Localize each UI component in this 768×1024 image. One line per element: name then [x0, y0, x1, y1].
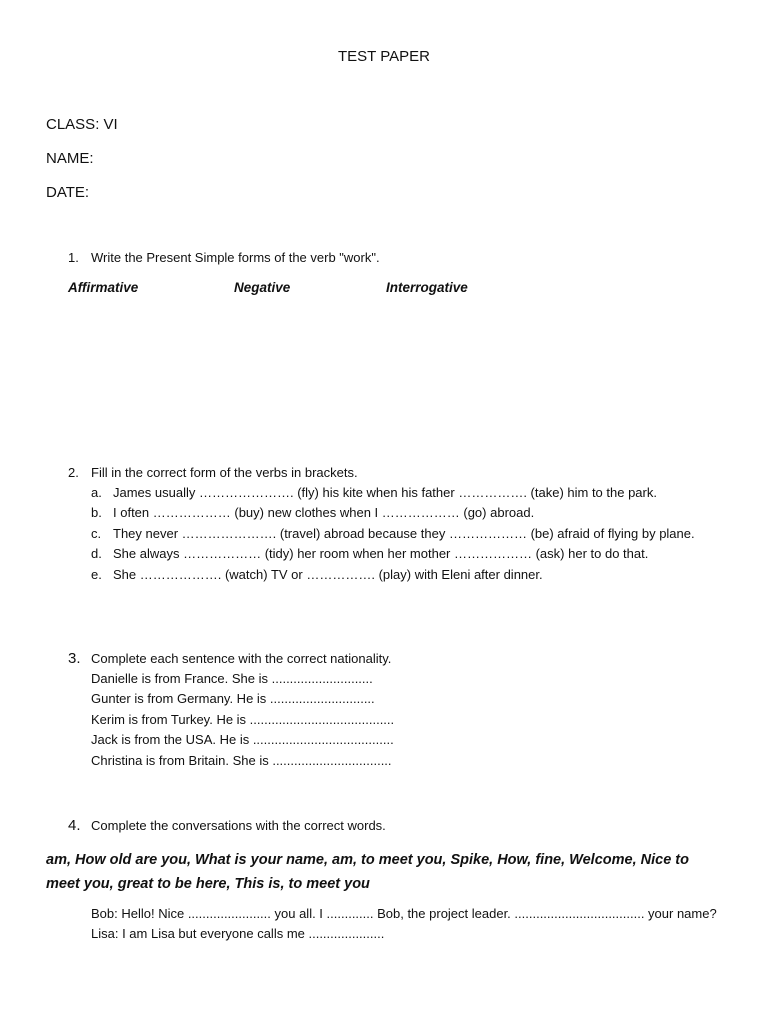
column-affirmative: Affirmative — [68, 280, 139, 295]
sentence-list — [91, 669, 394, 771]
column-interrogative: Interrogative — [386, 280, 468, 295]
item-text: I often ……………… (buy) new clothes when I ……………… (go) abroad. — [113, 505, 535, 521]
item-text: James usually …………………. (fly) his kite when his father ……………. (take) him to the park. — [113, 485, 657, 500]
item-text: They never …………………. (travel) abroad because they ……………… (be) afraid of flying by plane. — [113, 525, 695, 541]
question-number: 2. — [68, 465, 79, 480]
item-letter: d. — [91, 546, 102, 562]
column-negative: Negative — [234, 280, 291, 295]
question-number: 1. — [68, 250, 79, 265]
page-title: TEST PAPER — [338, 48, 430, 65]
word-bank: am, How old are you, What is your name, am, to meet you, Spike, How, fine, Welcome, Nice to meet you, great to be here, This is, to meet you — [46, 852, 689, 892]
question-text: Complete the conversations with the correct words. — [91, 818, 386, 833]
conversation-line: Lisa: I am Lisa but everyone calls me ..................... — [91, 926, 385, 942]
conversation — [91, 904, 723, 945]
list-item: Kerim is from Turkey. He is ........................................ — [91, 711, 395, 727]
date-line: DATE: — [46, 184, 90, 201]
conversation-line: Bob: Hello! Nice ....................... you all. I ............. Bob, the project leader. .................................... your name? — [91, 906, 717, 921]
item-letter: c. — [91, 525, 102, 541]
list-item: Christina is from Britain. She is ................................. — [91, 752, 392, 768]
question-number: 3. — [68, 650, 81, 667]
item-text: She always ……………… (tidy) her room when her mother ……………… (ask) her to do that. — [113, 546, 649, 562]
question-number: 4. — [68, 817, 81, 834]
question-text: Complete each sentence with the correct nationality. — [91, 651, 392, 666]
list-item: Gunter is from Germany. He is ............................. — [91, 691, 375, 707]
item-text: She ………………. (watch) TV or ……………. (play) with Eleni after dinner. — [113, 566, 543, 582]
item-letter: a. — [91, 485, 102, 500]
item-letter: e. — [91, 566, 102, 582]
class-line: CLASS: VI — [46, 116, 118, 133]
list-item: Jack is from the USA. He is ....................................... — [91, 732, 394, 748]
name-line: NAME: — [46, 150, 94, 167]
item-letter: b. — [91, 505, 102, 521]
list-item: Danielle is from France. She is ............................ — [91, 671, 373, 686]
question-text: Write the Present Simple forms of the verb "work". — [91, 250, 380, 265]
question-text: Fill in the correct form of the verbs in brackets. — [91, 465, 358, 480]
